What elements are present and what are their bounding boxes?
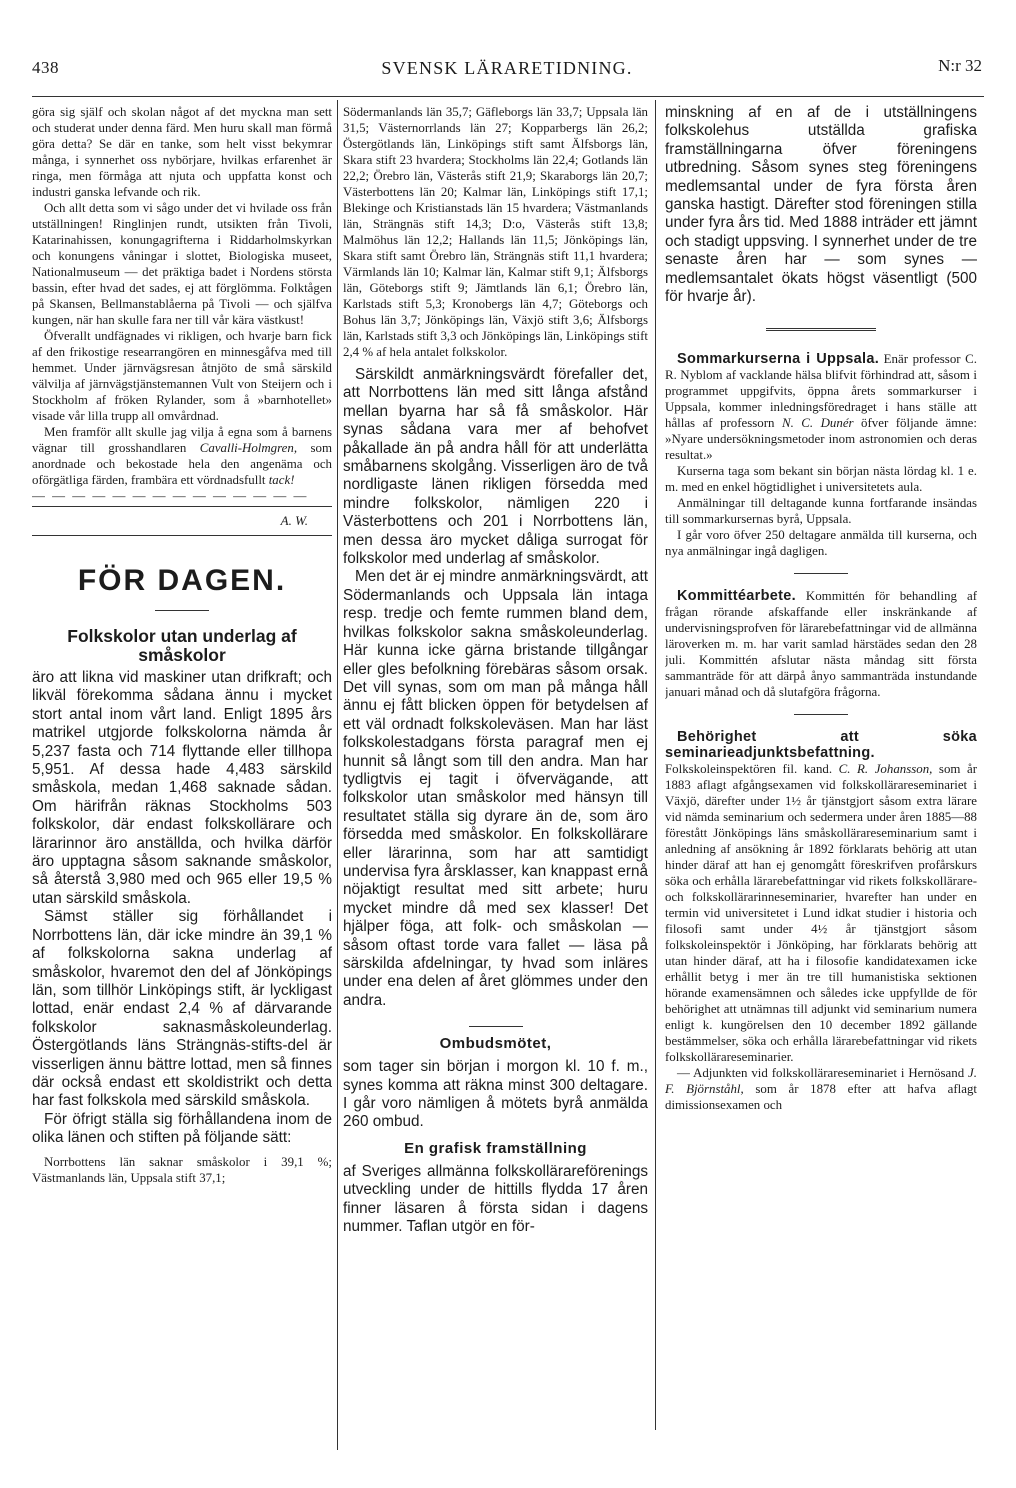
- page-number: 438: [32, 58, 59, 77]
- issue-number: N:r 32: [938, 56, 982, 75]
- paragraph: Och allt detta som vi sågo under det vi hvilade oss från utställningen! Ringlinjen rundt, utsikten från Tivoli, Katarinahissen, konungagrifterna i Riddarholmskyrkan och konungens våningar i slottet, Biologiska museet, Nationalmuseum — det präktiga badet i Nordens största bassin, efter hvad det sades, ej att förglömma. Folktågen på Skansen, Bellmanstablåerna på Tivoli — och själfva kungen, när han skulle fara ner till vår kära västkust!: [32, 201, 332, 327]
- statistics-list: Norrbottens län saknar småskolor i 39,1 %; Västmanlands län, Uppsala stift 37,1;: [32, 1154, 332, 1185]
- statistics-list: Södermanlands län 35,7; Gäfleborgs län 33,7; Uppsala län 31,5; Västernorrlands län 27; Kopparbergs län 26,2; Östergötlands län, Linköpings stift samt Älfsborgs län, Skara stift 23 hvardera; Stockholms län 22,4; Gotlands län 22,2; Örebro län, Västerås stift 21,9; Skaraborgs län 20,7; Västerbottens län 20; Kalmar län, Linköpings stift 17,1; Blekinge och Kristianstads län 15 hvardera; Västmanlands län, Strängnäs stift 14,3; D:o, Västerås stift 13,8; Malmöhus län 12,2; Hallands län 11,5; Jönköpings län, Skara stift samt Örebro län, Strängnäs stift 11,1 hvardera; Värmlands län 10; Kalmar län, Kalmar stift 9,1; Älfsborgs län, Göteborgs stift 9; Jämtlands län 6,1; Örebro län, Karlstads stift 5,3; Kronobergs län 4,7; Göteborgs och Bohus län 3,7; Jönköpings län, Växjö stift 3,6; Älfsborgs län, Karlstads stift 3,3 och Jönköpings län, Linköpings stift 2,4 % af hela antalet folkskolor.: [343, 105, 648, 359]
- item-lead: Behörighet att söka seminarieadjunktsbefattning.: [665, 729, 977, 762]
- letter-text: [32, 104, 332, 536]
- column-1: [32, 104, 332, 1186]
- header-rule: [32, 96, 984, 97]
- paragraph: Sämst ställer sig förhållandet i Norrbottens län, där icke mindre än 39,1 % af folkskolorna sakna underlag af småskolor, hvaremot den del af Jönköpings län, som tillhör Linköpings stift, är lyckligast lottad, enär endast 2,4 % af därvarande folkskolor saknasmåskoleunderlag. Östergötlands läns Strängnäs-stifts-del är visserligen ännu bättre lottad, men så finnes där också endast ett skoldistrikt och detta har fast folkskola med särskild småskola.: [32, 908, 332, 1110]
- divider: [32, 506, 332, 507]
- paragraph: Öfverallt undfägnades vi rikligen, och hvarje barn fick af den frikostige researrangören en minnesgåfva med till hemmet. Under järnvägsresan åtnjöto de små särskild välvilja af järnvägstjänstemannen Vult von Steijern och i Stockholm af fröken Rylander, som å »barnhotellet» visade vår lilla trupp all omvårdnad.: [32, 329, 332, 423]
- item-lead: Kommittéarbete.: [677, 588, 796, 605]
- article-body: [343, 366, 648, 1010]
- paragraph: Anmälningar till deltagande kunna fortfarande insändas till sommarkursernas byrå, Uppsala.: [665, 496, 977, 527]
- paragraph: Men framför allt skulle jag vilja å egna som å barnens vägnar till grosshandlaren Cavalli-Holmgren, som anordnade och bekostade hela den angenäma och oförgätliga färden, frambära ett vördnadsfullt tack!: [32, 425, 332, 487]
- paragraph: I går voro öfver 250 deltagare anmälda till kurserna, och nya anmälningar ingå dagligen.: [665, 528, 977, 559]
- paragraph: göra sig själf och skolan något af det myckna man sett och studerat under denna färd. Men huru skall man förmå göra detta? Se där en tanke, som helt visst bekymrar många, i synnerhet oss nybörjare, hvilkas erfarenhet är ringa, men förmåga att njuta och uppfatta konst och industri ganska lefvande och rik.: [32, 105, 332, 199]
- paragraph: Kurserna taga som bekant sin början nästa lördag kl. 1 e. m. med en enkel högtidlighet i universitetets aula.: [665, 464, 977, 495]
- paragraph: Kommittéarbete. Kommittén för behandling af frågan rörande afskaffande eller inskränkande af undervisningsprofven för lärarebefattningar vid de allmänna läroverken m. m. har varit samlad härstädes sedan den 28 juli. Kommittén afslutar nästa måndag sitt första sammanträde för att därpå ånyo sammanträda instundande januari månad och då slutafgöra frågorna.: [665, 588, 977, 700]
- section-title: FÖR DAGEN.: [77, 564, 287, 597]
- column-2: [343, 104, 648, 1236]
- paragraph: som tager sin början i morgon kl. 10 f. m., synes komma att räkna minst 300 deltagare. I går voro nämligen å mötets byrå anmälda 260 ombud.: [343, 1058, 648, 1131]
- double-rule: [766, 328, 876, 333]
- paragraph: äro att likna vid maskiner utan drifkraft; och likväl förekomma sådana ännu i mycket stort antal inom vårt land. Enligt 1895 års matrikel utgjorde folkskolorna nämda år 5,237 fasta och 714 flyttande eller tillhopa 5,951. Af dessa hade 4,483 särskild småskola, medan 1,468 saknade sådan. Om härifrån räknas Stockholms 503 folkskolor, där endast folkskollärare och lärarinnor äro anställda, och hvilka därför äro upptagna såsom saknande småskolor, så återstå 3,980 med och 965 eller 19,5 % utan särskild småskola.: [32, 669, 332, 907]
- column-divider-left: [337, 100, 338, 1450]
- article-title: Folkskolor utan underlag af småskolor: [67, 626, 297, 665]
- paragraph: — Adjunkten vid folkskollärareseminariet i Hernösand J. F. Björnståhl, som år 1878 efter att hafva aflagt dimissionsexamen och: [665, 1066, 977, 1113]
- signature: A. W.: [280, 513, 308, 528]
- person-name: J. F. Björnståhl,: [665, 1066, 977, 1097]
- column-divider-right: [655, 100, 656, 1430]
- person-name: N. C. Dunér: [781, 416, 854, 431]
- person-name: C. R. Johansson,: [838, 762, 933, 777]
- paragraph: För öfrigt ställa sig förhållandena inom de olika länen och stiften på följande sätt:: [32, 1110, 332, 1147]
- section-heading: En grafisk framställning: [404, 1139, 587, 1157]
- page-header: [32, 58, 982, 88]
- paragraph: Men det är ej mindre anmärkningsvärdt, att Södermanlands och Uppsala län intaga resp. tredje och femte rummen bland dem, hvilkas folkskolor sakna småskoleunderlag. Här kunna icke gärna bristande tillgångar eller gles befolkning förebäras såsom orsak. Det vill synas, som om man på många håll ännu ej fått blicken öppen för betydelsen af ett väl ordnadt folkskoleväsen. Man har läst folkskolestadgans första paragraf men ej hunnit så långt som till den andra. Man har tydligtvis ej tagit i öfvervägande, att folkskolor utan småskolor med hänsyn till resultatet ställa sig dyrare än de, som äro försedda med småskolor. En folkskollärare eller lärarinna, som har att samtidigt undervisa fyra årsklasser, kan knappast ernå nöjaktigt resultat med sitt arbete; huru mycket mindre då med sex klasser! Det hjälper föga, att folk- och småskolan — såsom oftast torde vara fallet — läsa på särskilda afdelningar, ty hvad som inläres under ena delen af året glömmes under den andra.: [343, 568, 648, 1009]
- person-name: Cavalli-Holmgren,: [199, 441, 298, 455]
- paragraph: af Sveriges allmänna folkskollärareförenings utveckling under de hittills flydda 17 åren finner läsaren å första sidan i dagens nummer. Taflan utgör en för-: [343, 1162, 648, 1236]
- short-rule: [794, 573, 848, 574]
- item-lead: Sommarkurserna i Uppsala.: [677, 351, 880, 368]
- column-3: [665, 104, 977, 1113]
- paragraph: Behörighet att söka seminarieadjunktsbefattning. Folkskoleinspektören fil. kand. C. R. Johansson, som år 1883 aflagt afgångsexamen vid folkskollärareseminariet i Växjö, därefter under 1½ år tjänstgjort såsom extra lärare vid nämda seminarium och sedermera under åren 1885—88 förestått Jönköpings läns småskollärareseminarium samt i anledning af ansökning år 1892 förklarats behörig att utan hinder däraf att han ej genomgått föreskrifven profårskurs söka och erhålla lärarebefattningar vid rikets folkskollärare- och folkskollärarinneseminarier, hvarefter han under en termin vid universitetet i Lund idkat studier i historia och filosofi samt under 4½ år tjänstgjort såsom folkskoleinspektör i Jönköping, har förklarats behörig att utan hinder däraf, att ha i filosofie kandidatexamen icke erhållit betyg i mer än tre till humanistiska sektionen hörande examensämnen och således icke uppfyllde de för behörighet att utnämnas till adjunkt vid seminarium numera enligt k. kungörelsen den 10 december 1892 gällande bestämmelser, söka och erhålla lärarebefattningar vid rikets folkskollärareseminarier.: [665, 729, 977, 1065]
- publication-title: SVENSK LÄRARETIDNING.: [381, 58, 633, 78]
- paragraph: Särskildt anmärkningsvärdt förefaller det, att Norrbottens län med sitt långa afstånd mellan byarna har så få småskolor. Här synas sådana vara mer af behofvet påkallade än på andra håll för att underlätta småbarnens skolgång. Visserligen äro de två nordligaste länen rikligen försedda med mindre folkskolor, nämligen 220 i Västerbottens och 201 i Norrbottens län, men dessa äro mycket dåliga surrogat för folkskolor med underlag af småskolor.: [343, 366, 648, 568]
- short-rule: [794, 714, 848, 715]
- divider: [32, 535, 332, 536]
- dash-line: — — — — — — — — — — — — — —: [32, 489, 309, 503]
- news-item-summer-courses: [665, 351, 977, 559]
- news-item-committee: [665, 588, 977, 700]
- paragraph: Sommarkurserna i Uppsala. Enär professor C. R. Nyblom af vacklande hälsa blifvit förhindrad att, såsom i programmet uppgifvits, öppna årets sommarkurser i Uppsala, kommer inledningsföredraget i hans ställe att hållas af professorn N. C. Dunér öfver följande ämne: »Nyare undersökningsmetoder inom astronomien och deras resultat.»: [665, 351, 977, 463]
- short-rule: [469, 1026, 523, 1027]
- paragraph: minskning af en af de i utställningens folkskolehus utställda grafiska framställningarna öfver föreningens utbredning. Såsom synes steg föreningens medlemsantal under de fyra första åren ganska hastigt. Därefter stod föreningen stilla under fyra års tid. Med 1888 inträder ett jämnt och stadigt uppsving. I synnerhet under de tre senaste åren har — som synes — medlemsantalet ökats högst väsentligt (500 för hvarje år).: [665, 104, 977, 306]
- short-rule: [155, 610, 209, 611]
- section-heading: Ombudsmötet,: [439, 1035, 552, 1053]
- news-item-qualification: [665, 729, 977, 1113]
- article-body: [32, 669, 332, 1148]
